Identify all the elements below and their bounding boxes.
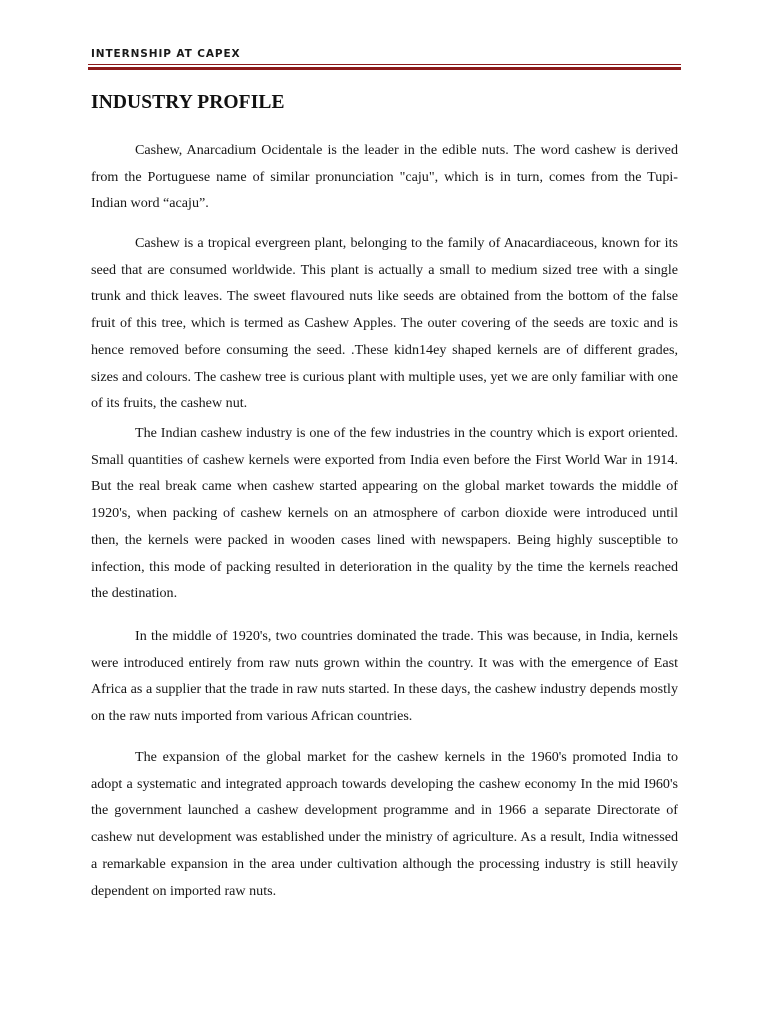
- running-header: INTERNSHIP AT CAPEX: [91, 48, 241, 60]
- section-title: INDUSTRY PROFILE: [91, 92, 285, 113]
- paragraph-indian-industry: The Indian cashew industry is one of the few industries in the country which is export oriented. Small quantities of cashew kernels were exported from India even before the First World War in 1914. But the real break came when cashew started appearing on the global market towards the middle of 1920's, when packing of cashew kernels on an atmosphere of carbon dioxide were introduced until then, the kernels were packed in wooden cases lined with newspapers. Being highly susceptible to infection, this mode of packing resulted in deterioration in the quality by the time the kernels reached the destination.: [91, 425, 678, 602]
- paragraph-trade-history: In the middle of 1920's, two countries dominated the trade. This was because, in India, kernels were introduced entirely from raw nuts grown within the country. It was with the emergence of East Africa as a supplier that the trade in raw nuts started. In these days, the cashew industry depends mostly on the raw nuts imported from various African countries.: [91, 628, 678, 725]
- paragraph-plant-description: Cashew is a tropical evergreen plant, belonging to the family of Anacardiaceous, known for its seed that are consumed worldwide. This plant is actually a small to medium sized tree with a single trunk and thick leaves. The sweet flavoured nuts like seeds are obtained from the bottom of the false fruit of this tree, which is termed as Cashew Apples. The outer covering of the seeds are toxic and is hence removed before consuming the seed. .These kidn14ey shaped kernels are of different grades, sizes and colours. The cashew tree is curious plant with multiple uses, yet we are only familiar with one of its fruits, the cashew nut.: [91, 235, 678, 412]
- paragraph-etymology: Cashew, Anarcadium Ocidentale is the leader in the edible nuts. The word cashew is derived from the Portuguese name of similar pronunciation "caju", which is in turn, comes from the Tupi- Indian word “acaju”.: [91, 142, 678, 212]
- header-rule-thin: [88, 64, 681, 65]
- header-rule-thick: [88, 67, 681, 70]
- paragraph-global-expansion: The expansion of the global market for the cashew kernels in the 1960's promoted India to adopt a systematic and integrated approach towards developing the cashew economy In the mid I960's the government launched a cashew development programme and in 1966 a separate Directorate of cashew nut development was established under the ministry of agriculture. As a result, India witnessed a remarkable expansion in the area under cultivation although the processing industry is still heavily dependent on imported raw nuts.: [91, 749, 678, 899]
